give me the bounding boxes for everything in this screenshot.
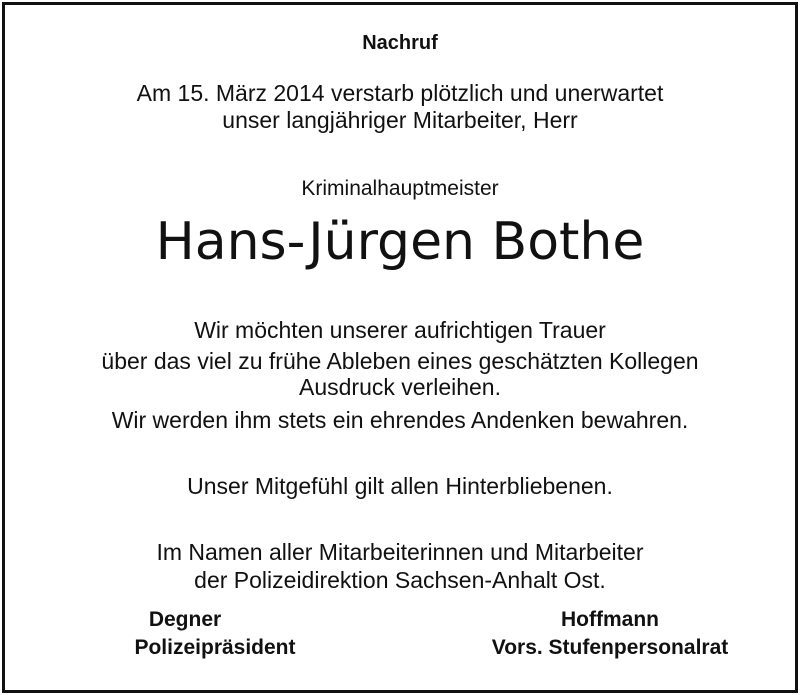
obituary-frame (2, 2, 798, 693)
on-behalf-line-2: der Polizeidirektion Sachsen-Anhalt Ost. (194, 567, 606, 593)
deceased-name: Hans-Jürgen Bothe (155, 212, 645, 272)
condolence-line-2: über das viel zu frühe Ableben eines geschätzten Kollegen (101, 348, 699, 374)
condolence-line-3: Ausdruck verleihen. (299, 374, 501, 400)
deceased-rank: Kriminalhauptmeister (301, 177, 499, 200)
on-behalf-line-1: Im Namen aller Mitarbeiterinnen und Mitarbeiter (156, 539, 644, 565)
condolence-line-4: Wir werden ihm stets ein ehrendes Andenken bewahren. (111, 407, 689, 433)
sympathy-line: Unser Mitgefühl gilt allen Hinterbliebenen. (187, 473, 613, 499)
signatory-right-title: Vors. Stufenpersonalrat (491, 636, 729, 659)
condolence-line-1: Wir möchten unserer aufrichtigen Trauer (194, 317, 606, 343)
intro-line-1: Am 15. März 2014 verstarb plötzlich und unerwartet (136, 80, 664, 106)
notice-heading: Nachruf (362, 32, 438, 54)
signatory-right-name: Hoffmann (561, 608, 659, 631)
signatory-left-title: Polizeipräsident (134, 636, 296, 659)
intro-line-2: unser langjähriger Mitarbeiter, Herr (222, 107, 578, 133)
signatory-left-name: Degner (148, 608, 222, 631)
